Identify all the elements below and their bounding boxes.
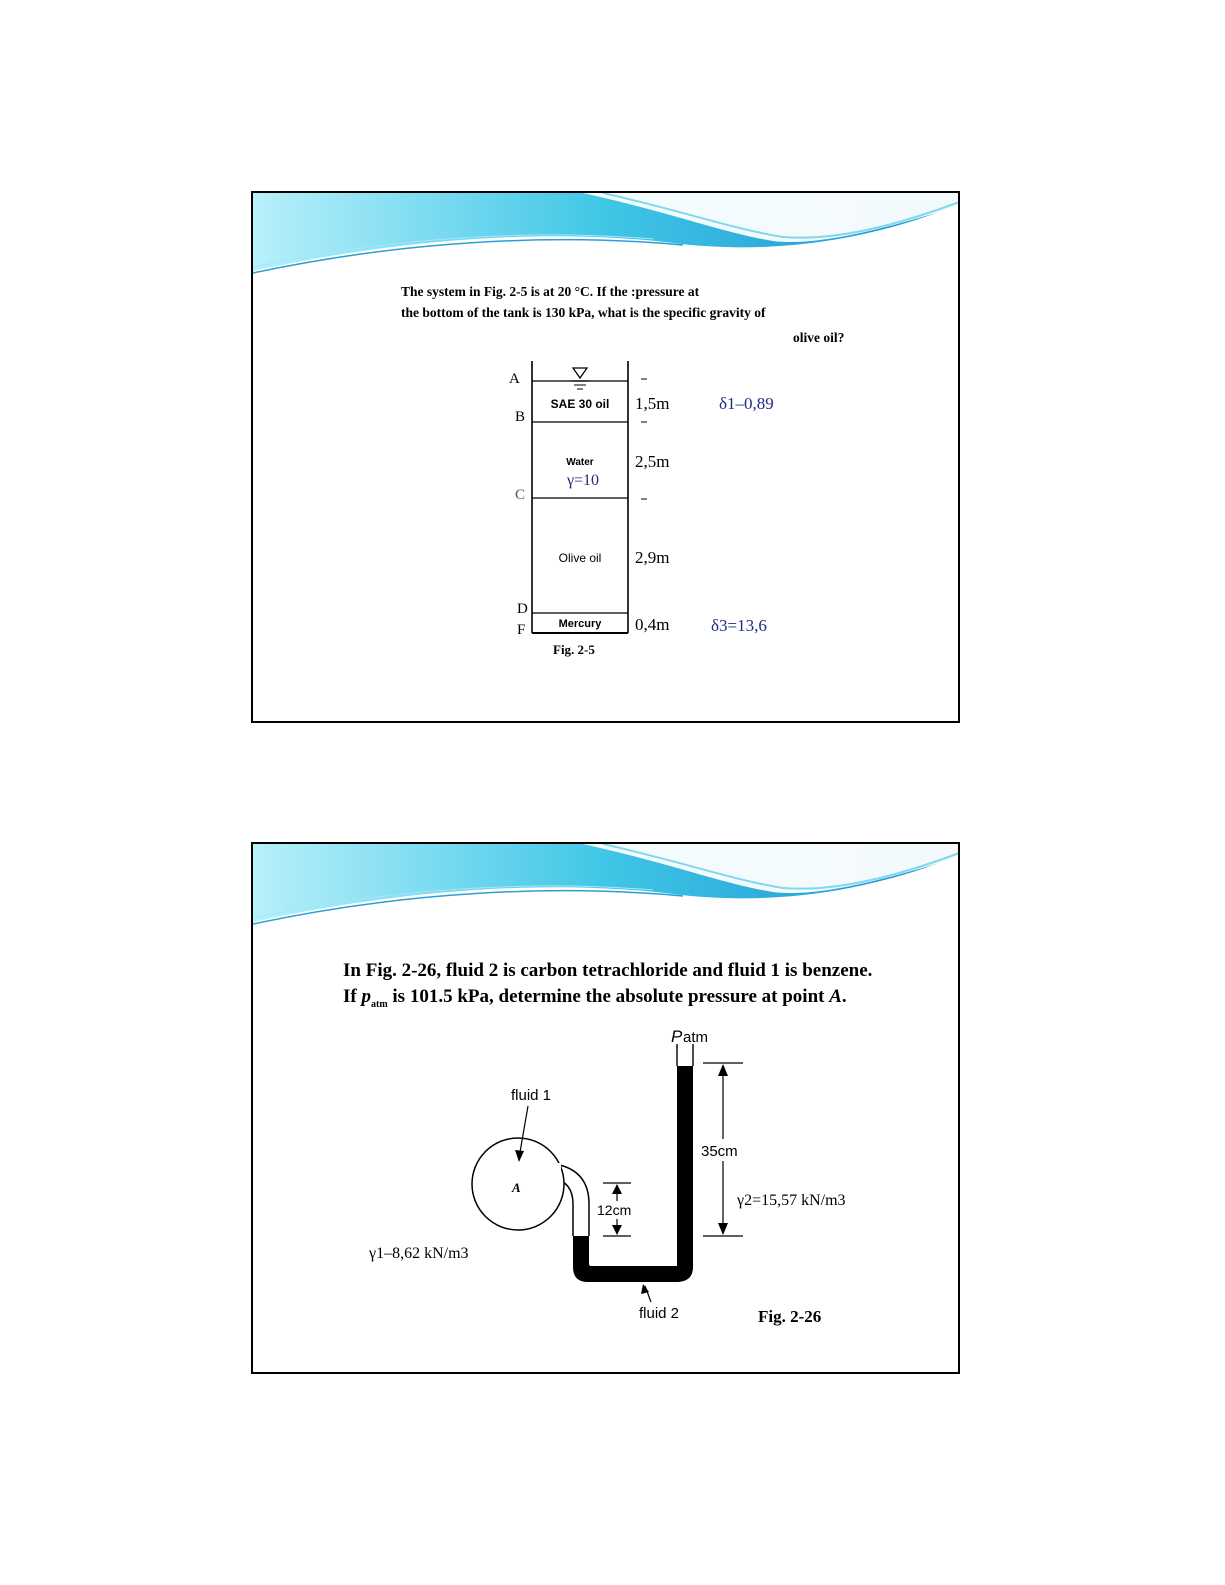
problem-text-line-1: In Fig. 2-26, fluid 2 is carbon tetrachloride and fluid 1 is benzene. xyxy=(343,960,873,981)
figure-caption: Fig. 2-26 xyxy=(758,1307,822,1326)
gamma-1-annotation: γ1–8,62 kN/m3 xyxy=(369,1245,469,1262)
tank-diagram xyxy=(253,193,960,723)
fluid-1-label: fluid 1 xyxy=(511,1087,552,1104)
patm-label: P xyxy=(671,1027,683,1046)
patm-subscript: atm xyxy=(683,1029,709,1046)
problem-text-line-2: the bottom of the tank is 130 kPa, what is the specific gravity of xyxy=(401,305,766,320)
delta3-annotation: δ3=13,6 xyxy=(711,616,767,635)
problem-text-line-3: olive oil? xyxy=(793,330,845,345)
water-gamma: γ=10 xyxy=(566,472,600,489)
problem-text-line-1: The system in Fig. 2-5 is at 20 °C. If the :pressure at xyxy=(401,284,700,299)
point-label-b: B xyxy=(515,409,526,425)
slide-fig-2-26 xyxy=(251,842,960,1374)
point-label-a: A xyxy=(509,371,520,387)
delta1-annotation: δ1–0,89 xyxy=(719,394,774,413)
manometer-diagram xyxy=(253,844,960,1374)
point-label-c: C xyxy=(515,487,526,503)
point-a-label: A xyxy=(512,1180,521,1195)
layer-water: Water xyxy=(566,457,594,468)
dimension-35cm: 35cm xyxy=(701,1143,738,1160)
layer-olive-oil: Olive oil xyxy=(558,551,602,565)
point-label-f: F xyxy=(517,622,526,638)
layer-mercury: Mercury xyxy=(558,618,602,630)
u-tube-fluid-2 xyxy=(573,1066,693,1282)
dimension-12cm: 12cm xyxy=(597,1202,632,1218)
layer-sae-oil: SAE 30 oil xyxy=(550,397,610,411)
gamma-2-annotation: γ2=15,57 kN/m3 xyxy=(737,1192,846,1209)
problem-text-line-2: If $p_{atm}$ is 101.5 kPa, determine the absolute pressure at point A. xyxy=(343,986,847,1010)
thickness-sae-oil: 1,5m xyxy=(635,394,670,413)
thickness-mercury: 0,4m xyxy=(635,615,670,634)
fluid-2-label: fluid 2 xyxy=(639,1305,680,1322)
free-surface-icon xyxy=(571,368,589,389)
thickness-olive-oil: 2,9m xyxy=(635,548,670,567)
slide-fig-2-5 xyxy=(251,191,960,723)
thickness-water: 2,5m xyxy=(635,452,670,471)
point-label-d: D xyxy=(517,601,528,617)
figure-caption: Fig. 2-5 xyxy=(553,642,595,657)
